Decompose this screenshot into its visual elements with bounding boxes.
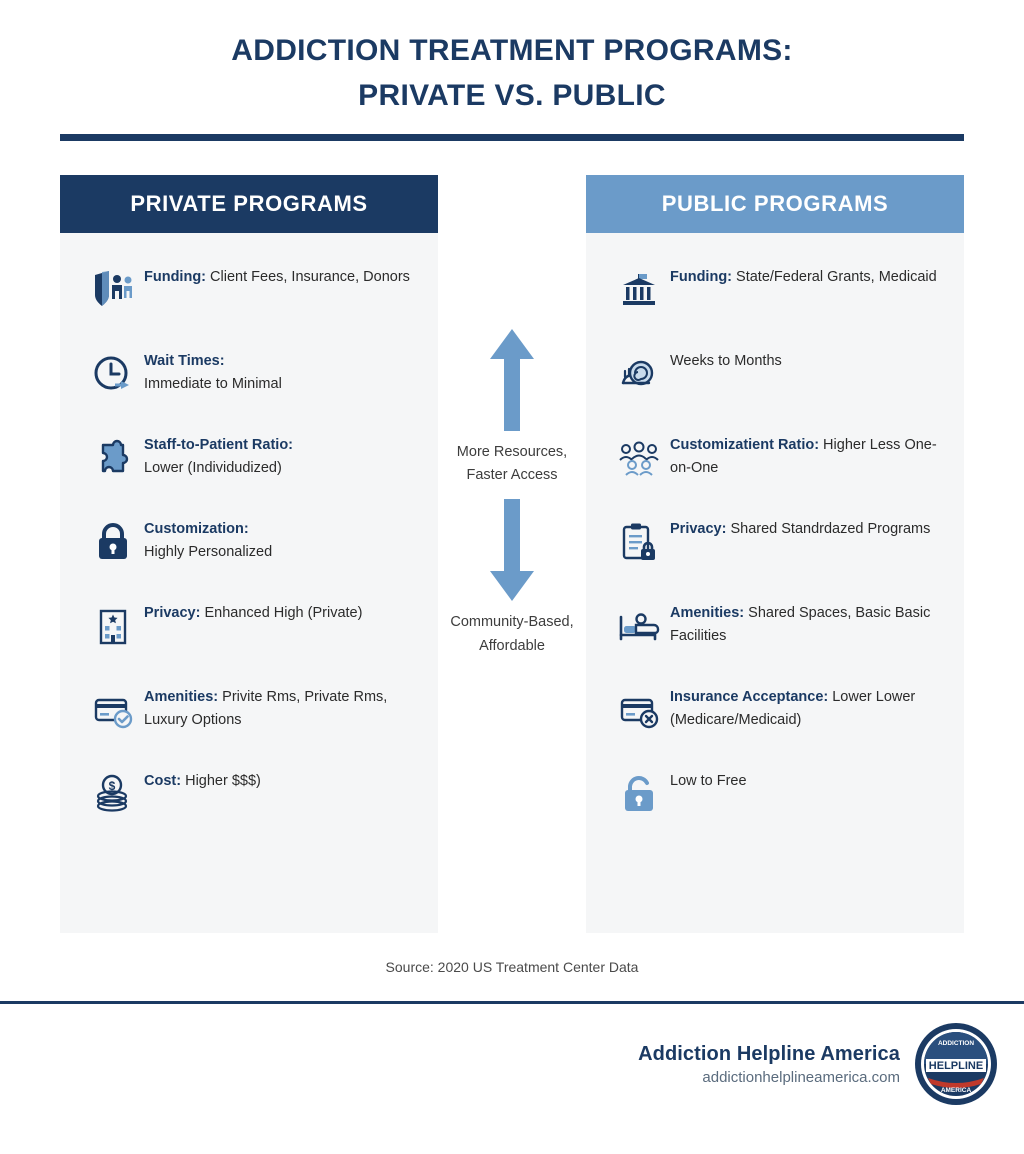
list-item (82, 431, 416, 485)
list-item-text (670, 683, 942, 733)
lock-open-icon (608, 767, 670, 821)
card-x-icon (608, 683, 670, 737)
title-block (0, 0, 1024, 141)
lock-closed-icon (82, 515, 144, 569)
middle-caption-down-line2: Affordable (479, 637, 545, 654)
list-item (82, 263, 416, 317)
list-item-value: Higher Less One-on-One (670, 437, 937, 477)
list-item-label: Cost: (144, 773, 182, 789)
public-column-body (586, 233, 964, 933)
list-item (608, 431, 942, 485)
footer (0, 1004, 1024, 1106)
public-column-header: PUBLIC PROGRAMS (586, 175, 964, 233)
list-item-value: State/Federal Grants, Medicaid (732, 269, 937, 285)
list-item-text (670, 347, 782, 373)
list-item-label: Privacy: (144, 605, 201, 621)
page-title-line-1: ADDICTION TREATMENT PROGRAMS: (231, 34, 793, 67)
list-item (82, 347, 416, 401)
building-star-icon (82, 599, 144, 653)
list-item-text (670, 515, 930, 541)
middle-caption-down (432, 611, 592, 657)
list-item-value: Client Fees, Insurance, Donors (206, 269, 410, 285)
list-item-text (144, 515, 272, 565)
list-item-value: Shared Spaces, Basic Basic Facilities (670, 605, 931, 645)
svg-text:$: $ (108, 779, 116, 793)
group-people-icon (608, 431, 670, 485)
middle-caption-up-line1: More Resources, (456, 444, 568, 460)
list-item-value: Highly Personalized (144, 544, 273, 561)
list-item-value: Shared Standrdazed Programs (726, 521, 931, 537)
list-item-value: Weeks to Months (670, 353, 782, 369)
footer-org-name: Addiction Helpline America (638, 1042, 900, 1065)
footer-website-url[interactable]: addictionhelplineamerica.com (702, 1068, 900, 1086)
arrow-up-icon (484, 325, 540, 435)
clock-arrow-icon (82, 347, 144, 401)
list-item-text (144, 347, 282, 397)
list-item-value: Immediate to Minimal (144, 376, 282, 393)
list-item-value: Enhanced High (Private) (200, 605, 363, 621)
middle-caption-up-line2: Faster Access (466, 467, 558, 484)
puzzle-piece-icon (82, 431, 144, 485)
list-item-label: Staff-to-Patient Ratio: (144, 437, 294, 453)
list-item-label: Amenities: (670, 605, 745, 621)
list-item (82, 683, 416, 737)
snail-icon (608, 347, 670, 401)
list-item (608, 263, 942, 317)
list-item-label: Funding: (670, 269, 733, 285)
list-item-value: Lower (Individudized) (144, 460, 282, 477)
list-item-label: Funding: (144, 269, 207, 285)
card-check-icon (82, 683, 144, 737)
public-column (586, 175, 964, 933)
list-item-label: Customizatient Ratio: (670, 437, 820, 453)
badge-top-text: ADDICTION (937, 1040, 975, 1047)
list-item-text (144, 431, 293, 481)
list-item (82, 515, 416, 569)
list-item-label: Insurance Acceptance: (670, 689, 829, 705)
bed-icon (608, 599, 670, 653)
list-item-text (670, 263, 937, 289)
list-item-label: Customization: (144, 521, 249, 537)
middle-caption-down-line1: Community-Based, (450, 614, 574, 631)
list-item-label: Wait Times: (144, 353, 225, 369)
list-item-value: Privite Rms, Private Rms, Luxury Options (144, 689, 388, 729)
list-item (608, 767, 942, 821)
list-item-value: Lower Lower (Medicare/Medicaid) (670, 689, 916, 729)
list-item (608, 515, 942, 569)
clipboard-lock-icon (608, 515, 670, 569)
list-item (608, 347, 942, 401)
middle-arrows (432, 325, 592, 666)
comparison-columns (0, 175, 1024, 933)
list-item-text (144, 599, 362, 625)
private-column-body (60, 233, 438, 933)
list-item (608, 599, 942, 653)
list-item-text (144, 767, 261, 793)
list-item-value: Low to Free (670, 773, 747, 789)
addiction-helpline-badge-logo (914, 1022, 998, 1106)
list-item (82, 767, 416, 821)
list-item-text (670, 767, 747, 793)
private-column-header: PRIVATE PROGRAMS (60, 175, 438, 233)
badge-mid-text: HELPLINE (928, 1060, 984, 1072)
middle-caption-up (432, 441, 592, 487)
shield-people-icon (82, 263, 144, 317)
title-divider (60, 134, 964, 141)
badge-bottom-text: AMERICA (940, 1087, 972, 1094)
list-item-text (670, 599, 942, 649)
list-item-text (670, 431, 942, 481)
source-note: Source: 2020 US Treatment Center Data (385, 959, 639, 975)
page-title-line-2: PRIVATE VS. PUBLIC (358, 79, 666, 112)
list-item (608, 683, 942, 737)
list-item-label: Amenities: (144, 689, 219, 705)
list-item (82, 599, 416, 653)
list-item-text (144, 263, 410, 289)
government-building-icon (608, 263, 670, 317)
footer-text (638, 1043, 900, 1086)
arrow-down-icon (484, 495, 540, 605)
private-column (60, 175, 438, 933)
coins-dollar-icon (82, 767, 144, 821)
list-item-value: Higher $$$) (181, 773, 261, 789)
list-item-label: Privacy: (670, 521, 727, 537)
list-item-text (144, 683, 416, 733)
